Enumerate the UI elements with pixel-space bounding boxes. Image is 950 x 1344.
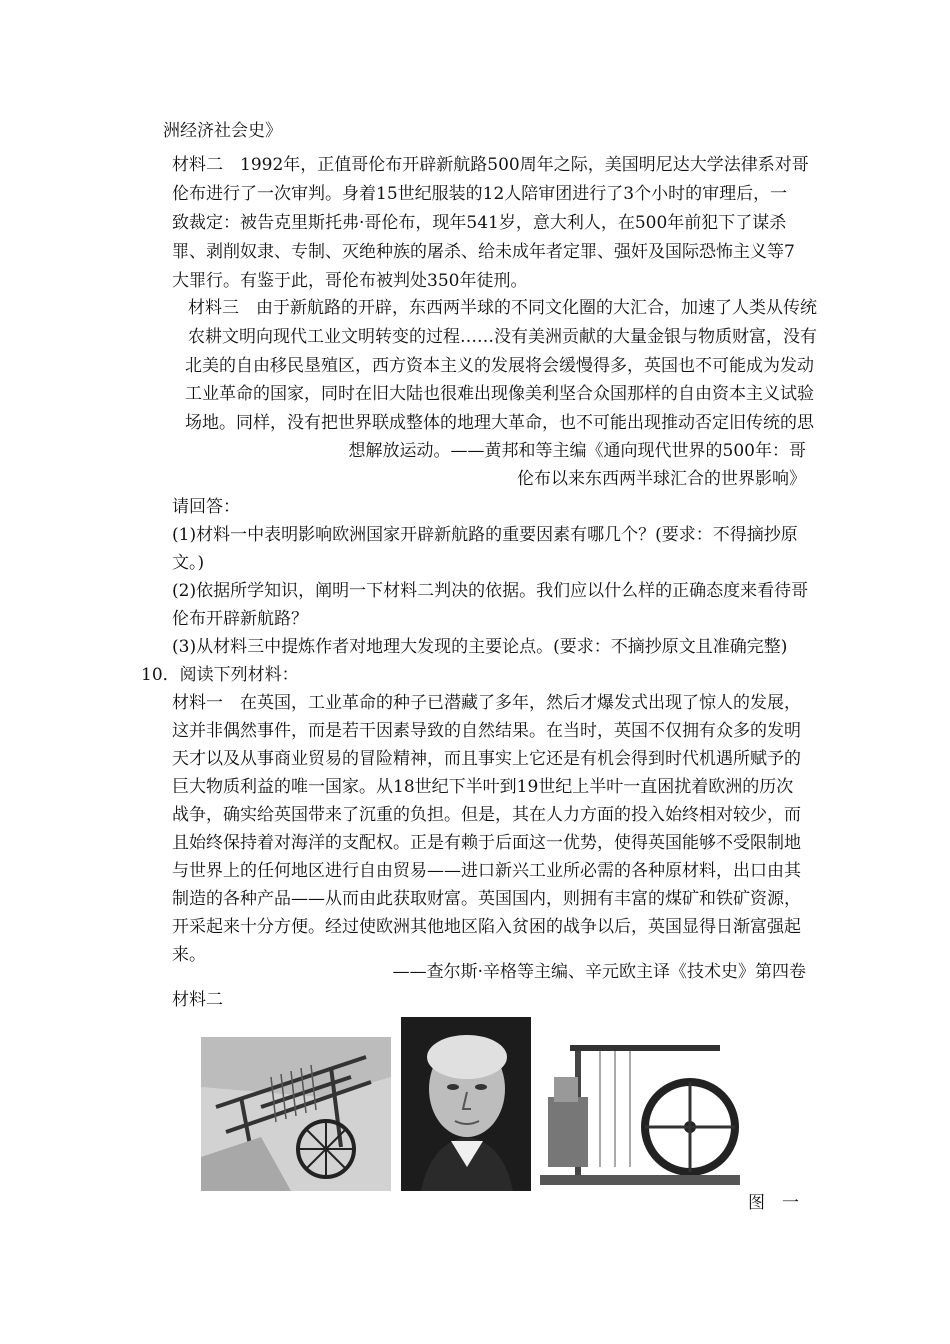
- text-line: 材料二: [172, 990, 223, 1010]
- text-line: 伦布进行了一次审判。身着15世纪服装的12人陪审团进行了3个小时的审理后，一: [172, 184, 788, 204]
- question-3: (3)从材料三中提炼作者对地理大发现的主要论点。(要求：不摘抄原文且准确完整): [172, 637, 788, 657]
- portrait-photo: [401, 1017, 531, 1191]
- figure-caption: 图 一: [748, 1193, 799, 1213]
- text-line: 天才以及从事商业贸易的冒险精神，而且事实上它还是有机会得到时代机遇所赋予的: [172, 749, 801, 769]
- question-number-10: 10．阅读下列材料：: [141, 665, 299, 685]
- text-line: 这并非偶然事件，而是若干因素导致的自然结果。在当时，英国不仅拥有众多的发明: [172, 721, 801, 741]
- text-line: 大罪行。有鉴于此，哥伦布被判处350年徒刑。: [172, 271, 528, 291]
- text-line: 材料二 1992年，正值哥伦布开辟新航路500周年之际，美国明尼达大学法律系对哥: [172, 155, 809, 175]
- source-citation: ——查尔斯·辛格等主编、辛元欧主译《技术史》第四卷: [392, 962, 806, 982]
- question-2: (2)依据所学知识，阐明一下材料二判决的依据。我们应以什么样的正确态度来看待哥: [172, 581, 809, 601]
- text-line: 场地。同样，没有把世界联成整体的地理大革命，也不可能出现推动否定旧传统的思: [185, 413, 814, 433]
- steam-engine-photo: [540, 1037, 740, 1191]
- text-line: 与世界上的任何地区进行自由贸易——进口新兴工业所必需的各种原材料，出口由其: [172, 861, 801, 881]
- text-line: 材料三 由于新航路的开辟，东西两半球的不同文化圈的大汇合，加速了人类从传统: [188, 298, 817, 318]
- text-line: 制造的各种产品——从而由此获取财富。英国国内，则拥有丰富的煤矿和铁矿资源，: [172, 889, 801, 909]
- spinning-jenny-photo: [201, 1037, 391, 1191]
- question-2: 伦布开辟新航路？: [172, 609, 308, 629]
- text-line: 战争，确实给英国带来了沉重的负担。但是，其在人力方面的投入始终相对较少，而: [172, 805, 801, 825]
- text-line: 北美的自由移民垦殖区，西方资本主义的发展将会缓慢得多，英国也不可能成为发动: [185, 356, 814, 376]
- question-1: (1)材料一中表明影响欧洲国家开辟新航路的重要因素有哪几个？(要求：不得摘抄原: [172, 525, 798, 545]
- text-line: 巨大物质利益的唯一国家。从18世纪下半叶到19世纪上半叶一直困扰着欧洲的历次: [172, 777, 794, 797]
- text-line: 请回答：: [172, 497, 240, 517]
- text-line: 农耕文明向现代工业文明转变的过程……没有美洲贡献的大量金银与物质财富，没有: [188, 327, 817, 347]
- text-line: 且始终保持着对海洋的支配权。正是有赖于后面这一优势，使得英国能够不受限制地: [172, 833, 801, 853]
- text-line: 来。: [172, 945, 206, 965]
- text-line: 开采起来十分方便。经过使欧洲其他地区陷入贫困的战争以后，英国显得日渐富强起: [172, 917, 801, 937]
- text-line: 工业革命的国家，同时在旧大陆也很难出现像美利坚合众国那样的自由资本主义试验: [185, 384, 814, 404]
- text-line: 材料一 在英国，工业革命的种子已潜藏了多年，然后才爆发式出现了惊人的发展，: [172, 693, 801, 713]
- text-line: 伦布以来东西两半球汇合的世界影响》: [517, 469, 806, 489]
- text-line: 致裁定：被告克里斯托弗·哥伦布，现年541岁，意大利人，在500年前犯下了谋杀: [172, 213, 787, 233]
- text-line: 想解放运动。——黄邦和等主编《通向现代世界的500年：哥: [348, 441, 806, 461]
- text-line: 洲经济社会史》: [163, 121, 282, 141]
- question-1: 文。): [172, 553, 205, 573]
- text-line: 罪、剥削奴隶、专制、灭绝种族的屠杀、给未成年者定罪、强奸及国际恐怖主义等7: [172, 242, 795, 262]
